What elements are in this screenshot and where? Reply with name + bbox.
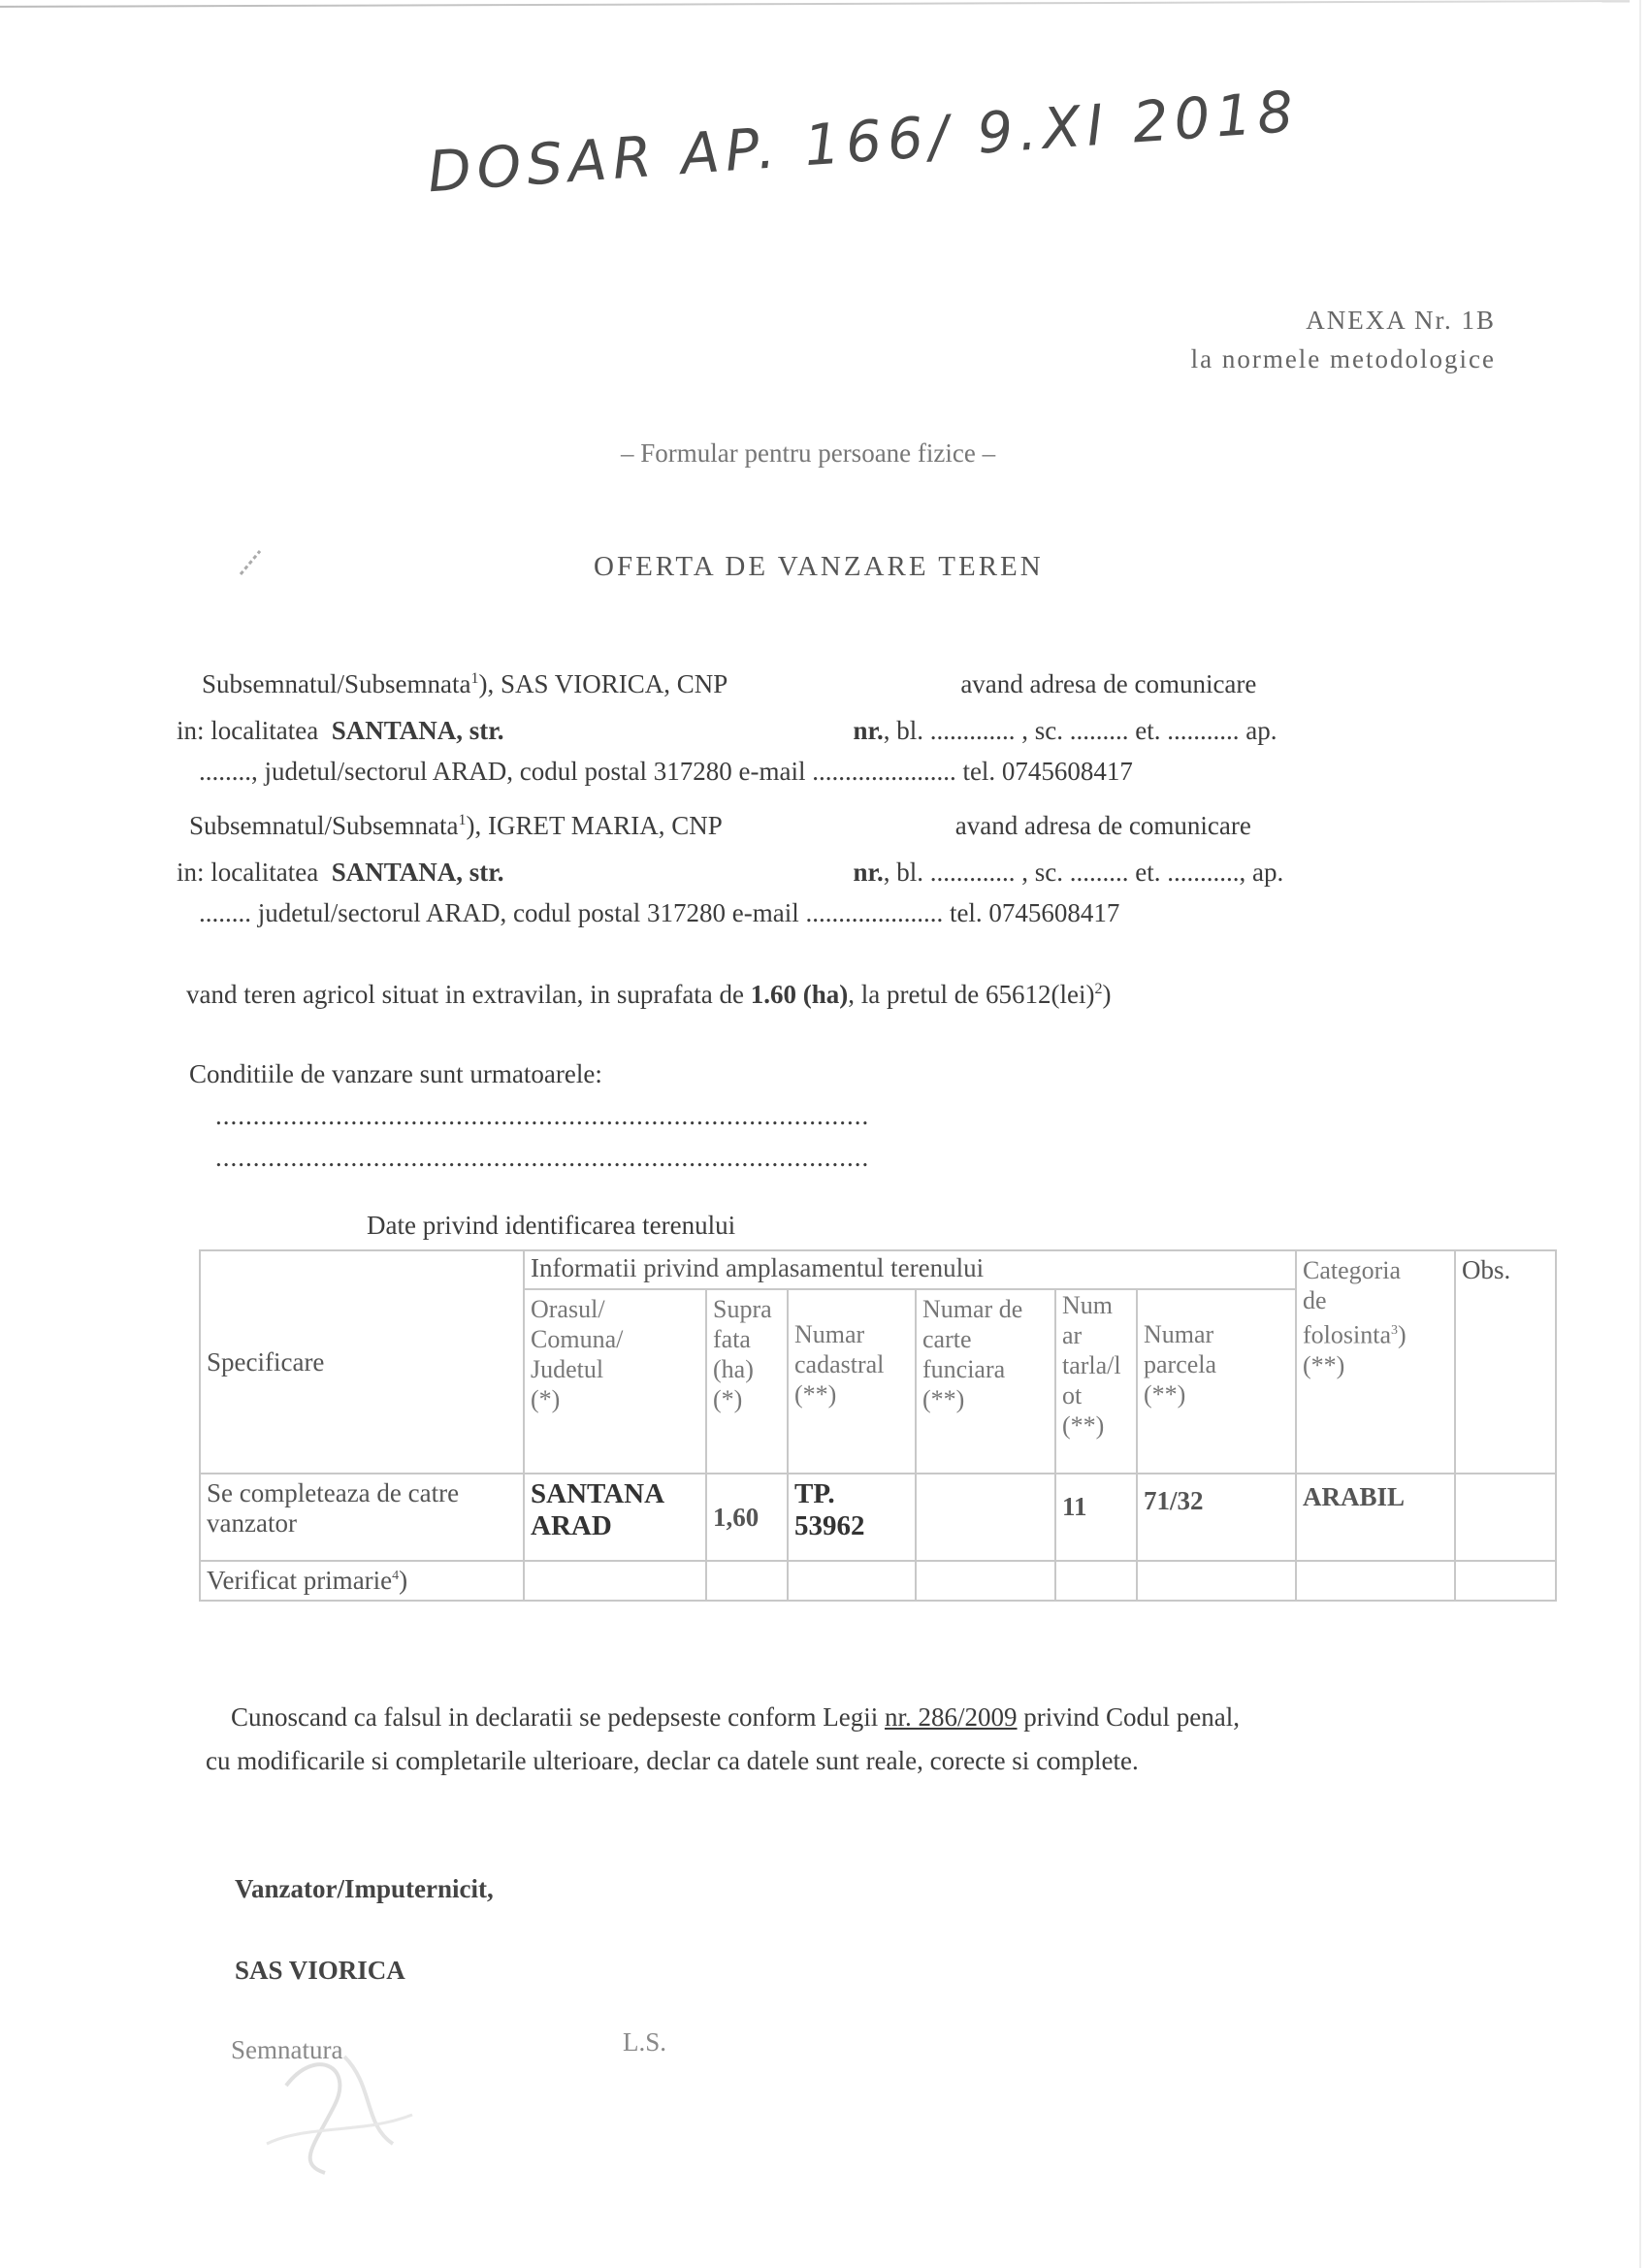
- declaration-text-2: privind Codul penal,: [1023, 1702, 1241, 1732]
- seller2-locality: SANTANA: [331, 858, 457, 887]
- header-parcela: [1137, 1289, 1296, 1474]
- row1-tarla: 11: [1055, 1474, 1137, 1561]
- tarla-l4: ot: [1062, 1381, 1083, 1409]
- cat-l2: de: [1303, 1286, 1327, 1314]
- suprafata-l4: (*): [713, 1385, 743, 1413]
- signature-label: Semnatura: [231, 2035, 343, 2064]
- scan-top-edge: [0, 0, 1649, 6]
- signature-scribble: [247, 2027, 441, 2192]
- handwritten-file-number: DOSAR AP. 166/ 9.XI 2018: [425, 78, 1302, 206]
- seller1-name: SAS VIORICA: [500, 669, 664, 698]
- conditions-line-1: .......................................................................................: [215, 1101, 870, 1130]
- locality-label: in: localitatea: [177, 716, 319, 745]
- row1-orasul: [524, 1474, 706, 1561]
- row1-obs: [1455, 1474, 1556, 1561]
- annex-number: ANEXA Nr. 1B: [1306, 306, 1496, 335]
- tarla-l5: (**): [1062, 1411, 1105, 1440]
- table-row: [200, 1474, 1556, 1561]
- land-identification-table: [199, 1249, 1557, 1602]
- carte-l2: carte: [922, 1325, 972, 1353]
- declaration-line1: [231, 1702, 1240, 1733]
- tarla-l1: Num: [1062, 1291, 1113, 1319]
- table-title: Date privind identificarea terenului: [367, 1211, 736, 1240]
- row2-cell: [524, 1561, 706, 1601]
- row2-label: Verificat primarie$^4$): [200, 1561, 524, 1601]
- seller2-contact: , codul postal 317280 e-mail ..................... tel. 0745608417: [500, 898, 1120, 927]
- parcela-l3: (**): [1144, 1380, 1186, 1409]
- row1-label-l1: Se completeaza de catre: [207, 1478, 460, 1507]
- form-type: – Formular pentru persoane fizice –: [621, 438, 996, 468]
- seal-label: L.S.: [623, 2027, 667, 2057]
- page-title: OFERTA DE VANZARE TEREN: [594, 551, 1044, 582]
- cat-l3-text: folosinta: [1303, 1320, 1391, 1349]
- orasul-l2: Comuna/: [531, 1325, 624, 1353]
- tarla-l3: tarla/l: [1062, 1351, 1121, 1379]
- signature-name: SAS VIORICA: [235, 1956, 405, 1985]
- cat-l1: Categoria: [1303, 1256, 1402, 1284]
- sale-area: 1.60 (ha): [750, 980, 849, 1009]
- footnote-ref: 1: [470, 670, 479, 687]
- law-reference: nr. 286/2009: [885, 1702, 1018, 1732]
- seller1-locality: SANTANA: [331, 716, 457, 745]
- row1-suprafata: 1,60: [706, 1474, 788, 1561]
- row1-label: [200, 1474, 524, 1561]
- street-label: , str.: [456, 716, 504, 745]
- footnote-ref: 4: [392, 1569, 400, 1583]
- row1-orasul-l2: ARAD: [531, 1510, 612, 1541]
- seller2-name: IGRET MARIA: [487, 811, 659, 840]
- number-label: nr.: [853, 858, 884, 887]
- carte-l3: funciara: [922, 1355, 1006, 1383]
- header-categoria: [1296, 1250, 1455, 1474]
- table-row: [200, 1561, 1556, 1601]
- sale-text: vand teren agricol situat in extravilan, in suprafata de: [186, 980, 745, 1009]
- header-group-location: Informatii privind amplasamentul terenului: [524, 1250, 1296, 1289]
- row2-cell: [1055, 1561, 1137, 1601]
- sale-price: 65612(lei): [985, 980, 1095, 1009]
- header-obs: Obs.: [1455, 1250, 1556, 1474]
- row2-cell: [788, 1561, 916, 1601]
- sale-statement: [186, 980, 1111, 1010]
- conditions-line-2: .......................................................................................: [215, 1143, 870, 1172]
- footnote-ref: 3: [1391, 1323, 1398, 1338]
- number-label: nr.: [853, 716, 884, 745]
- footnote-ref: 1: [458, 812, 467, 828]
- declaration-text: Cunoscand ca falsul in declaratii se pedepseste conform Legii: [231, 1702, 879, 1732]
- seller1-sep: ),: [478, 669, 501, 698]
- row1-label-l2: vanzator: [207, 1508, 297, 1538]
- seller2-label: Subsemnatul/Subsemnata: [189, 811, 459, 840]
- declaration-line2: cu modificarile si completarile ulterioare, declar ca datele sunt reale, corecte si complete.: [206, 1746, 1139, 1775]
- conditions-label: Conditiile de vanzare sunt urmatoarele:: [189, 1059, 602, 1088]
- parcela-l2: parcela: [1144, 1350, 1217, 1378]
- cadastral-l2: cadastral: [794, 1350, 885, 1378]
- header-orasul: [524, 1289, 706, 1474]
- seller2-address-rest: , bl. ............. , sc. ......... et. ..........., ap.: [883, 858, 1284, 887]
- seller2-line3: [199, 898, 1119, 928]
- seller1-label: Subsemnatul/Subsemnata: [202, 669, 471, 698]
- seller1-line2: [177, 716, 1277, 746]
- row2-cell: [706, 1561, 788, 1601]
- row1-orasul-l1: SANTANA: [531, 1478, 665, 1509]
- county-label: ........, judetul/sectorul: [199, 757, 428, 786]
- orasul-l4: (*): [531, 1385, 561, 1413]
- seller1-county: ARAD: [432, 757, 507, 786]
- row1-cadastral-l1: TP.: [794, 1478, 835, 1509]
- sale-price-label: , la pretul de: [848, 980, 980, 1009]
- seller1-line3: [199, 757, 1133, 787]
- orasul-l1: Orasul/: [531, 1295, 605, 1323]
- row2-cell: [1137, 1561, 1296, 1601]
- header-cadastral: [788, 1289, 916, 1474]
- locality-label: in: localitatea: [177, 858, 319, 887]
- cat-l3: folosinta$^3$): [1303, 1320, 1406, 1349]
- seller2-line1: [189, 811, 1251, 841]
- row2-cell: [1455, 1561, 1556, 1601]
- seller1-cnp-label: , CNP: [663, 669, 728, 698]
- tarla-l2: ar: [1062, 1321, 1083, 1349]
- row2-label-text: Verificat primarie: [207, 1566, 393, 1595]
- header-suprafata: [706, 1289, 788, 1474]
- seller1-line1: [202, 669, 1256, 699]
- annex-subtitle: la normele metodologice: [1190, 344, 1496, 373]
- row1-parcela: 71/32: [1137, 1474, 1296, 1561]
- cat-l4: (**): [1303, 1350, 1345, 1379]
- cadastral-l3: (**): [794, 1380, 837, 1409]
- seller2-sep: ),: [466, 811, 488, 840]
- county-label: ........ judetul/sectorul: [199, 898, 421, 927]
- street-label: , str.: [456, 858, 504, 887]
- header-carte-funciara: [916, 1289, 1055, 1474]
- suprafata-l1: Supra: [713, 1295, 772, 1323]
- row1-cadastral: [788, 1474, 916, 1561]
- orasul-l3: Judetul: [531, 1355, 604, 1383]
- sale-close: ): [1102, 980, 1112, 1009]
- seller2-county: ARAD: [425, 898, 501, 927]
- row1-carte: [916, 1474, 1055, 1561]
- scan-right-edge: [1639, 0, 1641, 2268]
- cadastral-l1: Numar: [794, 1320, 865, 1348]
- suprafata-l3: (ha): [713, 1355, 754, 1383]
- seller1-address-label: avand adresa de comunicare: [960, 669, 1257, 698]
- scan-mark: [233, 543, 272, 582]
- parcela-l1: Numar: [1144, 1320, 1214, 1348]
- seller1-contact: , codul postal 317280 e-mail ...................... tel. 0745608417: [506, 757, 1133, 786]
- seller2-cnp-label: , CNP: [658, 811, 723, 840]
- header-tarla: [1055, 1289, 1137, 1474]
- carte-l4: (**): [922, 1385, 965, 1413]
- seller2-line2: [177, 858, 1283, 888]
- suprafata-l2: fata: [713, 1325, 751, 1353]
- row2-cell: [916, 1561, 1055, 1601]
- carte-l1: Numar de: [922, 1295, 1023, 1323]
- footnote-ref: 2: [1094, 981, 1103, 997]
- seller1-address-rest: , bl. ............. , sc. ......... et. ........... ap.: [883, 716, 1277, 745]
- signature-role: Vanzator/Imputernicit,: [235, 1874, 494, 1903]
- row1-categoria: ARABIL: [1296, 1474, 1455, 1561]
- header-specificare: Specificare: [200, 1250, 524, 1474]
- row1-cadastral-l2: 53962: [794, 1510, 865, 1541]
- row2-cell: [1296, 1561, 1455, 1601]
- seller2-address-label: avand adresa de comunicare: [954, 811, 1251, 840]
